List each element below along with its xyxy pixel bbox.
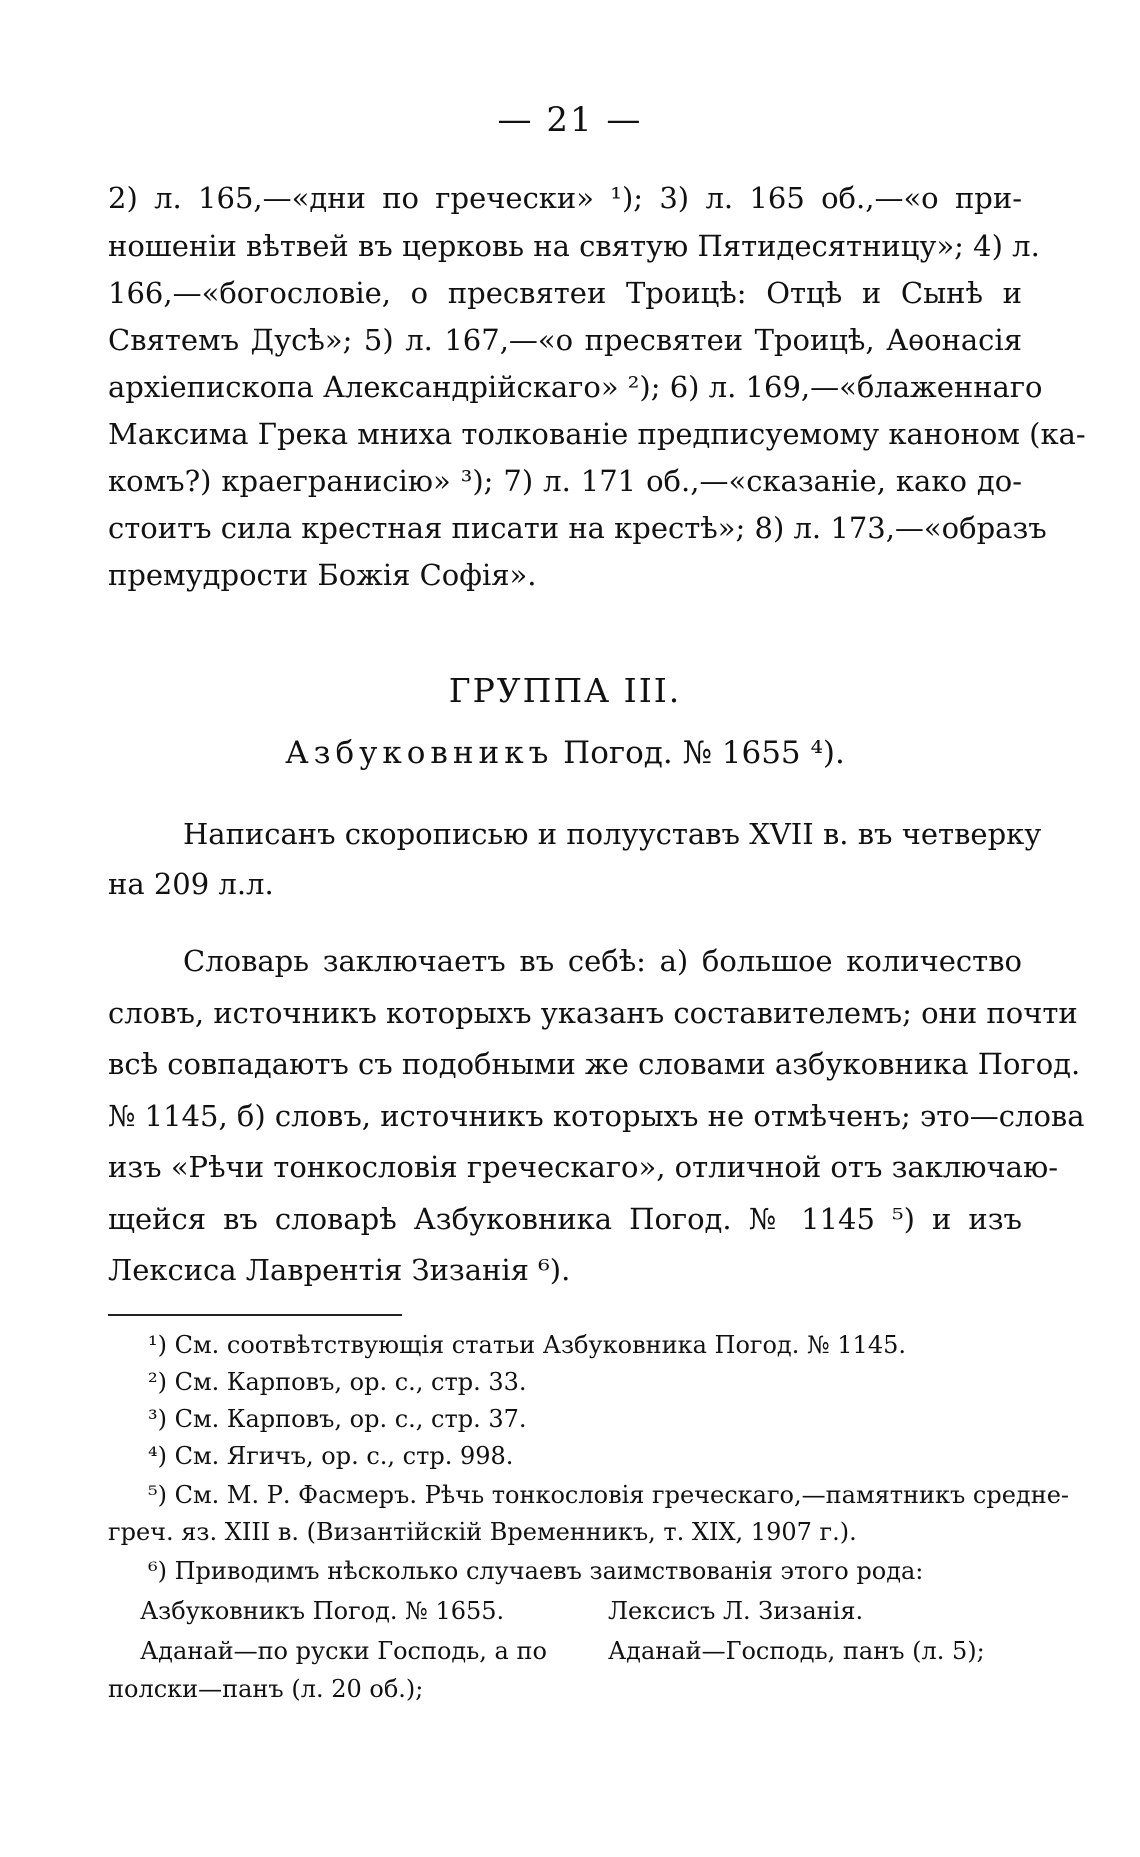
text-line: архіепископа Александрійскаго» ²); 6) л. 169,—«блаженнаго [108, 370, 1043, 404]
text-line: стоитъ сила крестная писати на крестѣ»; 8) л. 173,—«образъ [108, 511, 1047, 545]
text-line: изъ «Рѣчи тонкословія греческаго», отличной отъ заключаю- [108, 1150, 1059, 1184]
text-line: на 209 л.л. [108, 867, 274, 901]
text-line: щейся въ словарѣ Азбуковника Погод. № 1145 ⁵) и изъ [108, 1202, 1022, 1236]
subheading-rest: Погод. № 1655 ⁴). [553, 735, 845, 771]
text-line: Максима Грека мниха толкованіе предписуемому каноном (ка- [108, 417, 1086, 451]
footnote-5: ⁵) См. М. Р. Фасмеръ. Рѣчь тонкословія греческаго,—памятникъ средне- [148, 1481, 1070, 1509]
footnote-6: ⁶) Приводимъ нѣсколько случаевъ заимствованія этого рода: [148, 1557, 924, 1585]
text-line: 2) л. 165,—«дни по гречески» ¹); 3) л. 165 об.,—«о при- [108, 181, 1022, 215]
right-column-header: Лексисъ Л. Зизанія. [608, 1597, 864, 1625]
text-line: Словарь заключаетъ въ себѣ: а) большое количество [183, 944, 1022, 978]
footnote-2: ²) См. Карповъ, ор. с., стр. 33. [148, 1368, 527, 1396]
text-line: комъ?) краегранисію» ³); 7) л. 171 об.,—«сказаніе, како до- [108, 464, 1022, 498]
text-line: Святемъ Дусѣ»; 5) л. 167,—«о пресвятеи Троицѣ, Аѳонасія [108, 323, 1022, 357]
right-entry-line: Аданай—Господь, панъ (л. 5); [608, 1637, 985, 1665]
text-line: словъ, источникъ которыхъ указанъ составителемъ; они почти [108, 996, 1078, 1030]
footnote-divider [108, 1314, 402, 1316]
text-line: всѣ совпадаютъ съ подобными же словами азбуковника Погод. [108, 1047, 1081, 1081]
footnote-3: ³) См. Карповъ, ор. с., стр. 37. [148, 1405, 527, 1433]
footnote-1: ¹) См. соотвѣтствующія статьи Азбуковника Погод. № 1145. [148, 1331, 906, 1359]
footnote-5-cont: греч. яз. XIII в. (Византійскій Временникъ, т. XIX, 1907 г.). [108, 1518, 857, 1546]
text-line: Лексиса Лаврентія Зизанія ⁶). [108, 1253, 571, 1287]
section-heading: ГРУППА III. [448, 671, 682, 710]
left-entry-line: Аданай—по руски Господь, а по [140, 1637, 547, 1665]
text-line: ношеніи вѣтвей въ церковь на святую Пятидесятницу»; 4) л. [108, 229, 1040, 263]
left-column-header: Азбуковникъ Погод. № 1655. [140, 1597, 505, 1625]
section-subheading [108, 735, 1022, 771]
text-line: № 1145, б) словъ, источникъ которыхъ не отмѣченъ; это—слова [108, 1099, 1085, 1133]
page-number: — 21 — [497, 100, 643, 140]
subheading-title: Азбуковникъ [285, 735, 554, 771]
footnote-4: ⁴) См. Ягичъ, ор. с., стр. 998. [148, 1442, 514, 1470]
text-line: премудрости Божія Софія». [108, 558, 537, 592]
text-line: 166,—«богословіе, о пресвятеи Троицѣ: Отцѣ и Сынѣ и [108, 276, 1022, 310]
left-entry-line: полски—панъ (л. 20 об.); [108, 1675, 424, 1703]
text-line: Написанъ скорописью и полууставъ XVII в. въ четверку [183, 817, 1042, 851]
